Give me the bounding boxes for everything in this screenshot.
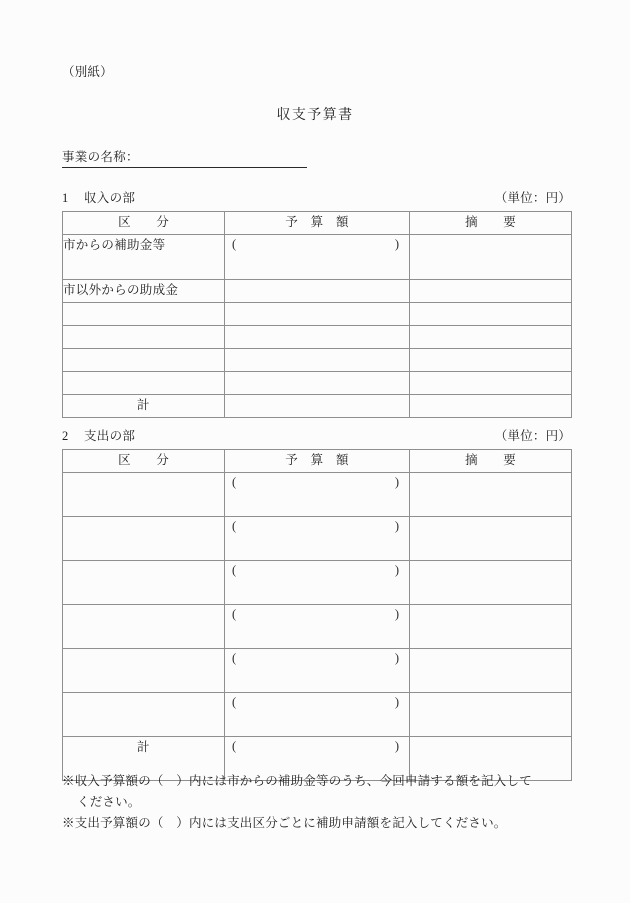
category-cell[interactable] xyxy=(63,349,225,372)
remarks-cell[interactable] xyxy=(410,303,572,326)
table-row xyxy=(63,372,572,395)
category-cell[interactable] xyxy=(63,561,225,605)
category-cell[interactable] xyxy=(63,372,225,395)
remarks-cell[interactable] xyxy=(410,561,572,605)
attachment-tag: （別紙） xyxy=(62,65,113,79)
remarks-cell[interactable] xyxy=(410,693,572,737)
table-row xyxy=(63,280,572,303)
paren-close: ) xyxy=(394,563,399,577)
paren-close: ) xyxy=(394,695,399,709)
income-table xyxy=(62,211,572,418)
budget-amount-cell[interactable] xyxy=(225,280,410,303)
paren-close: ) xyxy=(394,607,399,621)
income-unit-note: （単位：円） xyxy=(494,191,571,205)
column-header-kubun: 区 分 xyxy=(63,450,225,473)
category-cell[interactable] xyxy=(63,605,225,649)
paren-close: ) xyxy=(394,475,399,489)
paren-open: ( xyxy=(232,607,237,621)
budget-amount-cell[interactable] xyxy=(225,517,410,561)
budget-amount-cell[interactable] xyxy=(225,605,410,649)
paren-open: ( xyxy=(232,739,237,753)
category-cell[interactable] xyxy=(63,693,225,737)
table-header-row xyxy=(63,450,572,473)
paren-open: ( xyxy=(232,563,237,577)
column-header-tekiyo: 摘 要 xyxy=(410,212,572,235)
footnote-line: ※収入予算額の（ ）内には市からの補助金等のうち、今回申請する額を記入して xyxy=(62,774,532,788)
paren-close: ) xyxy=(394,519,399,533)
table-row xyxy=(63,303,572,326)
category-cell[interactable] xyxy=(63,303,225,326)
table-row xyxy=(63,561,572,605)
expense-section-number: 2 xyxy=(62,429,69,443)
budget-amount-cell[interactable] xyxy=(225,235,410,280)
remarks-cell[interactable] xyxy=(410,517,572,561)
category-cell[interactable] xyxy=(63,326,225,349)
remarks-cell[interactable] xyxy=(410,326,572,349)
page-title: 収支予算書 xyxy=(276,108,354,123)
paren-open: ( xyxy=(232,237,237,251)
budget-amount-cell[interactable] xyxy=(225,326,410,349)
remarks-cell[interactable] xyxy=(410,235,572,280)
total-label-cell[interactable]: 計 xyxy=(63,395,225,418)
table-row xyxy=(63,649,572,693)
budget-amount-cell[interactable] xyxy=(225,473,410,517)
budget-amount-cell[interactable] xyxy=(225,303,410,326)
remarks-cell[interactable] xyxy=(410,372,572,395)
remarks-cell[interactable] xyxy=(410,395,572,418)
footnotes xyxy=(62,771,582,834)
category-cell[interactable]: 市以外からの助成金 xyxy=(63,280,225,303)
table-row xyxy=(63,326,572,349)
remarks-cell[interactable] xyxy=(410,349,572,372)
paren-open: ( xyxy=(232,651,237,665)
remarks-cell[interactable] xyxy=(410,473,572,517)
column-header-yosan: 予 算 額 xyxy=(225,450,410,473)
paren-open: ( xyxy=(232,695,237,709)
total-label-cell[interactable]: 計 xyxy=(63,737,225,781)
paren-close: ) xyxy=(394,237,399,251)
budget-amount-cell[interactable] xyxy=(225,561,410,605)
expense-table xyxy=(62,449,572,781)
remarks-cell[interactable] xyxy=(410,280,572,303)
paren-close: ) xyxy=(394,651,399,665)
column-header-yosan: 予 算 額 xyxy=(225,212,410,235)
table-row xyxy=(63,395,572,418)
footnote-continuation: ください。 xyxy=(77,795,141,809)
paren-open: ( xyxy=(232,519,237,533)
remarks-cell[interactable] xyxy=(410,605,572,649)
expense-section-caption xyxy=(62,426,135,444)
category-cell[interactable]: 市からの補助金等 xyxy=(63,235,225,280)
footnote-line: ※支出予算額の（ ）内には支出区分ごとに補助申請額を記入してください。 xyxy=(62,816,507,830)
table-row xyxy=(63,473,572,517)
income-section-caption xyxy=(62,188,135,206)
table-header-row xyxy=(63,212,572,235)
budget-amount-cell[interactable] xyxy=(225,693,410,737)
table-row xyxy=(63,605,572,649)
income-section-number: 1 xyxy=(62,191,69,205)
paren-close: ) xyxy=(394,739,399,753)
column-header-tekiyo: 摘 要 xyxy=(410,450,572,473)
table-row xyxy=(63,349,572,372)
budget-amount-cell[interactable] xyxy=(225,372,410,395)
expense-section-label: 支出の部 xyxy=(84,429,136,443)
category-cell[interactable] xyxy=(63,649,225,693)
project-name-field[interactable] xyxy=(62,147,307,168)
category-cell[interactable] xyxy=(63,473,225,517)
budget-amount-cell[interactable] xyxy=(225,395,410,418)
column-header-kubun: 区 分 xyxy=(63,212,225,235)
expense-unit-note: （単位：円） xyxy=(494,429,571,443)
project-name-label: 事業の名称： xyxy=(62,150,139,164)
paren-open: ( xyxy=(232,475,237,489)
remarks-cell[interactable] xyxy=(410,649,572,693)
table-row xyxy=(63,517,572,561)
budget-amount-cell[interactable] xyxy=(225,349,410,372)
table-row xyxy=(63,235,572,280)
table-row xyxy=(63,693,572,737)
category-cell[interactable] xyxy=(63,517,225,561)
income-section-label: 収入の部 xyxy=(84,191,136,205)
budget-amount-cell[interactable] xyxy=(225,649,410,693)
